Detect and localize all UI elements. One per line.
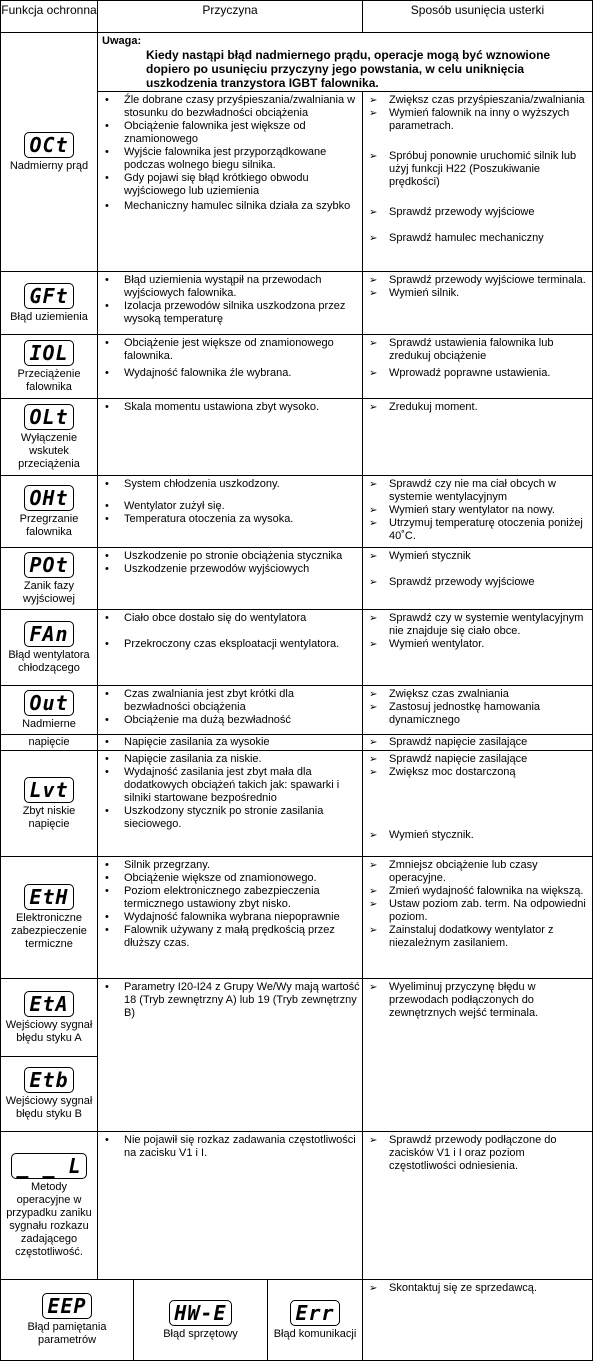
fault-eep-cell — [0, 1279, 134, 1361]
fix-item: ➢ Sprawdź przewody podłączone do zacisków V1 i I oraz poziom częstotliwości odniesienia. — [367, 1134, 590, 1173]
fault-label: Zanik fazy wyjściowej — [23, 579, 75, 605]
fixes-cell — [362, 1131, 593, 1280]
warning-note — [97, 32, 593, 92]
cause-item: • Poziom elektronicznego zabezpieczenia termicznego ustawiony zbyt nisko. — [102, 885, 360, 911]
fault-label: Metody operacyjne w przypadku zaniku sygnału rozkazu zadającego częstotliwość. — [6, 1180, 92, 1258]
causes-cell — [97, 685, 363, 735]
causes-cell — [97, 271, 363, 335]
fault-lvt-cell — [0, 750, 98, 857]
cause-item: • Źle dobrane czasy przyśpieszania/zwalniania w stosunku do bezwładności obciążenia — [102, 94, 360, 120]
cause-item: • Nie pojawił się rozkaz zadawania częstotliwości na zacisku V1 i I. — [102, 1134, 360, 1160]
causes-cell — [97, 334, 363, 399]
fix-item: ➢ Sprawdź przewody wyjściowe — [367, 206, 590, 219]
fix-item: ➢ Wymień stary wentylator na nowy. — [367, 504, 590, 517]
cause-item: • System chłodzenia uszkodzony. — [102, 478, 360, 491]
cause-item: • Mechaniczny hamulec silnika działa za szybko — [102, 200, 360, 213]
fault-label: Zbyt niskie napięcie — [22, 804, 76, 830]
cause-item: • Wentylator zużył się. — [102, 500, 360, 513]
fault-label: Nadmierny prąd — [9, 159, 89, 172]
fix-item: ➢ Sprawdź przewody wyjściowe terminala. — [367, 274, 590, 287]
header-col-cause: Przyczyna — [97, 0, 363, 33]
cause-item: • Silnik przegrzany. — [102, 859, 360, 872]
fixes-cell — [362, 1279, 593, 1361]
fix-item: ➢ Wymień falownik na inny o wyższych parametrach. — [367, 107, 590, 133]
cause-item: • Napięcie zasilania za niskie. — [102, 753, 360, 766]
fault-label: Przegrzanie falownika — [19, 512, 79, 538]
fix-item: ➢ Utrzymuj temperaturę otoczenia poniżej 40˚C. — [367, 517, 590, 543]
cause-item: • Obciążenie falownika jest większe od znamionowego — [102, 120, 360, 146]
display-code-ovt: Out — [24, 690, 73, 716]
fix-item: ➢ Zmień wydajność falownika na większą. — [367, 885, 590, 898]
fix-item: ➢ Sprawdź przewody wyjściowe — [367, 576, 590, 589]
fault-label: Wyłączenie wskutek przeciążenia — [18, 431, 80, 470]
fixes-cell — [362, 91, 593, 272]
cause-item: • Parametry I20-I24 z Grupy We/Wy mają wartość 18 (Tryb zewnętrzny A) lub 19 (Tryb zewnętrzny B) — [102, 981, 360, 1020]
fix-item: ➢ Skontaktuj się ze sprzedawcą. — [367, 1282, 590, 1295]
fix-item: ➢ Sprawdź czy w systemie wentylacyjnym nie znajduje się ciało obce. — [367, 612, 590, 638]
cause-item: • Napięcie zasilania za wysokie — [102, 736, 360, 749]
display-code-olt: OLt — [24, 404, 73, 430]
causes-cell — [97, 1131, 363, 1280]
cause-item: • Przekroczony czas eksploatacji wentylatora. — [102, 638, 360, 651]
fix-item: ➢ Zredukuj moment. — [367, 401, 590, 414]
fault-label: Błąd pamiętania parametrów — [27, 1321, 107, 1346]
cause-item: • Temperatura otoczenia za wysoka. — [102, 513, 360, 526]
fault-label: Błąd wentylatora chłodzącego — [8, 648, 90, 674]
fix-item: ➢ Sprawdź napięcie zasilające — [367, 736, 590, 749]
cause-item: • Uszkodzony stycznik po stronie zasilania sieciowego. — [102, 805, 360, 831]
causes-cell — [97, 475, 363, 548]
header-col-fix: Sposób usunięcia usterki — [362, 0, 593, 33]
fault-label: Błąd komunikacji — [273, 1327, 357, 1340]
cause-item: • Ciało obce dostało się do wentylatora — [102, 612, 360, 625]
fix-item: ➢ Wymień wentylator. — [367, 638, 590, 651]
cause-item: • Obciążenie jest większe od znamionowego falownika. — [102, 337, 360, 363]
fixes-cell — [362, 547, 593, 610]
fault-eta-cell — [0, 978, 98, 1057]
display-code-fan: FAn — [24, 621, 73, 647]
cause-item: • Falownik używany z małą prędkością przez dłuższy czas. — [102, 924, 360, 950]
fault-label: Przeciążenie falownika — [17, 367, 81, 393]
fault-label: Elektroniczne zabezpieczenie termiczne — [11, 912, 87, 950]
fault-etb-cell — [0, 1056, 98, 1132]
display-code-pot: POt — [24, 552, 73, 578]
display-code-lvt: Lvt — [24, 777, 73, 803]
causes-cell — [97, 398, 363, 476]
display-code-iol: IOL — [24, 340, 73, 366]
fix-item: ➢ Wyeliminuj przyczynę błędu w przewodach podłączonych do zewnętrznych wejść terminala. — [367, 981, 590, 1020]
display-code-gft: GFt — [24, 283, 73, 309]
fix-item: ➢ Sprawdź hamulec mechaniczny — [367, 232, 590, 245]
causes-cell — [97, 547, 363, 610]
causes-cell — [97, 750, 363, 857]
fault-fan-cell — [0, 609, 98, 686]
cause-item: • Obciążenie większe od znamionowego. — [102, 872, 360, 885]
cause-item: • Wydajność falownika źle wybrana. — [102, 367, 360, 380]
fault-iol-cell — [0, 334, 98, 399]
note-title: Uwaga: — [102, 35, 142, 47]
fix-item: ➢ Zwiększ moc dostarczoną — [367, 766, 590, 779]
fixes-cell — [362, 734, 593, 751]
fix-item: ➢ Wymień stycznik — [367, 550, 590, 563]
causes-cell — [97, 609, 363, 686]
fault-gft-cell — [0, 271, 98, 335]
display-code-eta: EtA — [24, 991, 73, 1017]
fix-item: ➢ Wymień stycznik. — [367, 829, 590, 842]
fix-item: ➢ Sprawdź napięcie zasilające — [367, 753, 590, 766]
fixes-cell — [362, 398, 593, 476]
header-col-function: Funkcja ochronna — [0, 0, 98, 33]
fault-err-cell — [267, 1279, 363, 1361]
fault-label: Wejściowy sygnał błędu styku A — [5, 1018, 93, 1044]
cause-item: • Gdy pojawi się błąd krótkiego obwodu wyjściowego lub uziemienia — [102, 172, 360, 198]
cause-item: • Błąd uziemienia wystąpił na przewodach wyjściowych falownika. — [102, 274, 360, 300]
display-code-loss: _ _ L — [11, 1153, 86, 1179]
fault-ovt-label-cont — [0, 734, 98, 751]
fixes-cell — [362, 750, 593, 857]
fixes-cell — [362, 685, 593, 735]
note-text: Kiedy nastąpi błąd nadmiernego prądu, operacje mogą być wznowione dopiero po usunięciu przyczyny jego powstania, w celu uniknięcia uszkodzenia tranzystora IGBT falownika. — [146, 48, 551, 90]
cause-item: • Wydajność zasilania jest zbyt mała dla dodatkowych obciążeń takich jak: spawarki i silniki startowane bezpośrednio — [102, 766, 360, 805]
fault-hwe-cell — [133, 1279, 268, 1361]
causes-cell — [97, 978, 363, 1132]
fault-eth-cell — [0, 856, 98, 979]
causes-cell — [97, 91, 363, 272]
fixes-cell — [362, 475, 593, 548]
cause-item: • Czas zwalniania jest zbyt krótki dla bezwładności obciążenia — [102, 688, 360, 714]
cause-item: • Obciążenie ma dużą bezwładność — [102, 714, 360, 727]
fix-item: ➢ Zmniejsz obciążenie lub czasy operacyjne. — [367, 859, 590, 885]
fix-item: ➢ Zainstaluj dodatkowy wentylator z niezależnym zasilaniem. — [367, 924, 590, 950]
causes-cell — [97, 734, 363, 751]
fault-loss-cell — [0, 1131, 98, 1280]
fixes-cell — [362, 978, 593, 1132]
cause-item: • Uszkodzenie po stronie obciążenia stycznika — [102, 550, 360, 563]
fault-oct-cell — [0, 32, 98, 272]
display-code-err: Err — [290, 1300, 339, 1326]
fix-item: ➢ Wymień silnik. — [367, 287, 590, 300]
fixes-cell — [362, 856, 593, 979]
fixes-cell — [362, 609, 593, 686]
fix-item: ➢ Zwiększ czas przyśpieszania/zwalniania — [367, 94, 590, 107]
display-code-oht: OHt — [24, 485, 73, 511]
fault-label: Wejściowy sygnał błędu styku B — [5, 1095, 93, 1120]
fixes-cell — [362, 334, 593, 399]
causes-cell — [97, 856, 363, 979]
display-code-hwe: HW-E — [169, 1300, 231, 1326]
cause-item: • Uszkodzenie przewodów wyjściowych — [102, 563, 360, 576]
fix-item: ➢ Ustaw poziom zab. term. Na odpowiedni poziom. — [367, 898, 590, 924]
display-code-etb: Etb — [24, 1067, 73, 1093]
fault-oht-cell — [0, 475, 98, 548]
fix-item: ➢ Spróbuj ponownie uruchomić silnik lub użyj funkcji H22 (Poszukiwanie prędkości) — [367, 150, 590, 189]
fault-pot-cell — [0, 547, 98, 610]
fix-item: ➢ Zwiększ czas zwalniania — [367, 688, 590, 701]
fix-item: ➢ Sprawdź czy nie ma ciał obcych w systemie wentylacyjnym — [367, 478, 590, 504]
display-code-eth: EtH — [24, 884, 73, 910]
display-code-eep: EEP — [42, 1293, 91, 1319]
fix-item: ➢ Sprawdź ustawienia falownika lub zredukuj obciążenie — [367, 337, 590, 363]
fault-label: Błąd sprzętowy — [163, 1327, 238, 1340]
fault-olt-cell — [0, 398, 98, 476]
fault-label: Błąd uziemienia — [10, 310, 88, 323]
cause-item: • Wyjście falownika jest przyporządkowane podczas wolnego biegu silnika. — [102, 146, 360, 172]
fault-ovt-cell — [0, 685, 98, 735]
fixes-cell — [362, 271, 593, 335]
fix-item: ➢ Wprowadź poprawne ustawienia. — [367, 367, 590, 380]
fault-label: Nadmierne — [22, 717, 76, 730]
fix-item: ➢ Zastosuj jednostkę hamowania dynamicznego — [367, 701, 590, 727]
display-code-oct: OCt — [24, 132, 73, 158]
fault-label: napięcie — [28, 736, 70, 748]
cause-item: • Izolacja przewodów silnika uszkodzona przez wysoką temperaturę — [102, 300, 360, 326]
cause-item: • Skala momentu ustawiona zbyt wysoko. — [102, 401, 360, 414]
cause-item: • Wydajność falownika wybrana niepoprawnie — [102, 911, 360, 924]
